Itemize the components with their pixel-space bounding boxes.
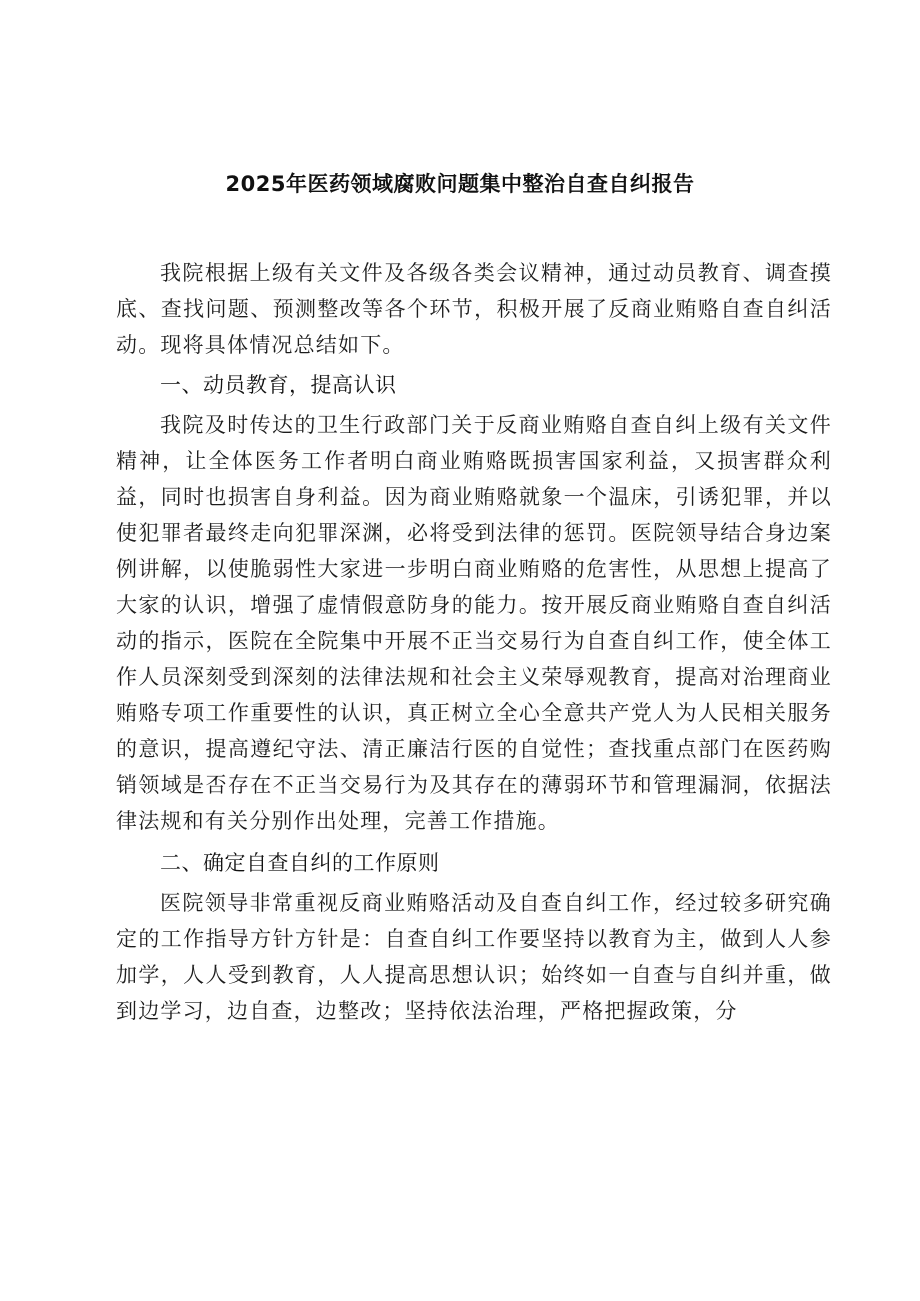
section-2-heading: 二、确定自查自纠的工作原则 xyxy=(160,851,440,875)
document-body xyxy=(116,255,832,1029)
section-1-paragraph: 我院及时传达的卫生行政部门关于反商业贿赂自查自纠上级有关文件精神，让全体医务工作者明白商业贿赂既损害国家利益，又损害群众利益，同时也损害自身利益。因为商业贿赂就象一个温床，引诱犯罪，并以使犯罪者最终走向犯罪深渊，必将受到法律的惩罚。医院领导结合身边案例讲解，以使脆弱性大家进一步明白商业贿赂的危害性，从思想上提高了大家的认识，增强了虚情假意防身的能力。按开展反商业贿赂自查自纠活动的指示，医院在全院集中开展不正当交易行为自查自纠工作，使全体工作人员深刻受到深刻的法律法规和社会主义荣辱观教育，提高对治理商业贿赂专项工作重要性的认识，真正树立全心全意共产党人为人民相关服务的意识，提高遵纪守法、清正廉洁行医的自觉性；查找重点部门在医药购销领域是否存在不正当交易行为及其存在的薄弱环节和管理漏洞，依据法律法规和有关分别作出处理，完善工作措施。 xyxy=(116,413,832,833)
section-2-paragraph: 医院领导非常重视反商业贿赂活动及自查自纠工作，经过较多研究确定的工作指导方针方针是：自查自纠工作要坚持以教育为主，做到人人参加学，人人受到教育，人人提高思想认识；始终如一自查与自纠并重，做到边学习，边自查，边整改；坚持依法治理，严格把握政策，分 xyxy=(116,891,832,1023)
intro-paragraph: 我院根据上级有关文件及各级各类会议精神，通过动员教育、调查摸底、查找问题、预测整改等各个环节，积极开展了反商业贿赂自查自纠活动。现将具体情况总结如下。 xyxy=(116,261,832,357)
section-1-heading: 一、动员教育，提高认识 xyxy=(160,373,397,397)
document-title: 2025年医药领域腐败问题集中整治自查自纠报告 xyxy=(225,172,695,196)
